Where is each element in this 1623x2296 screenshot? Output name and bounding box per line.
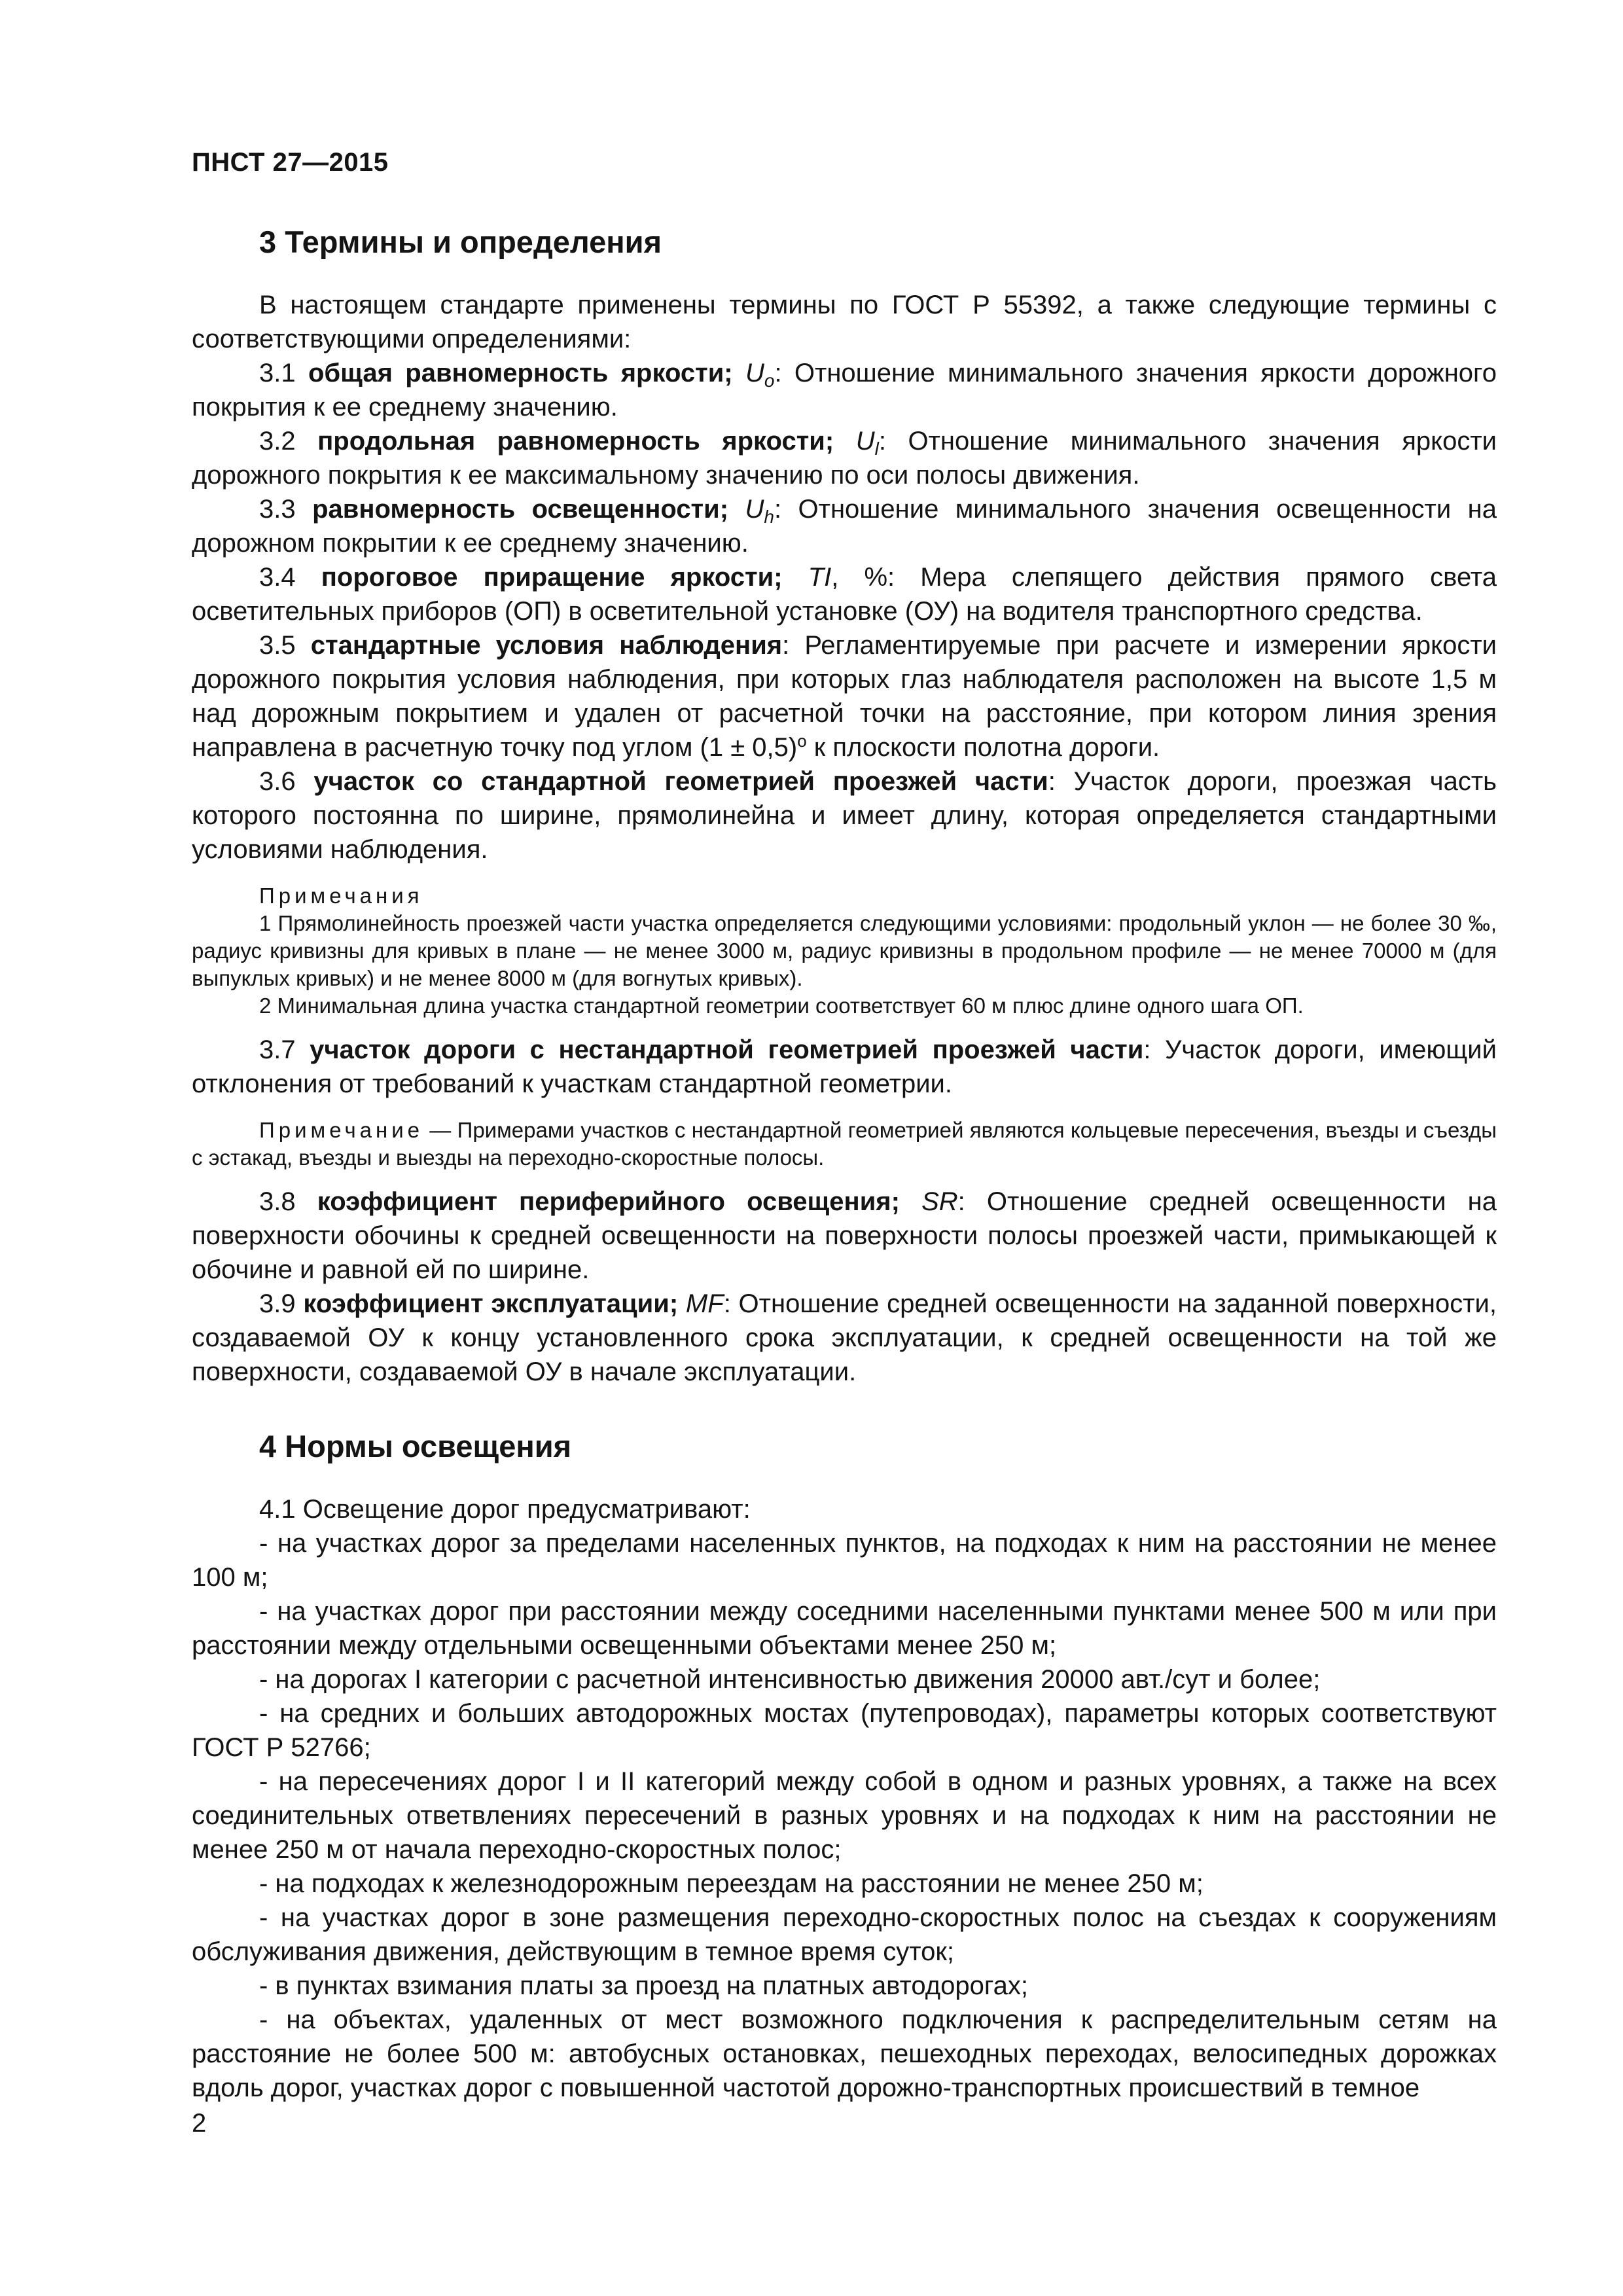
definition-term: общая равномерность яркости; (308, 359, 733, 387)
section-3-intro: В настоящем стандарте применены термины по ГОСТ Р 55392, а также следующие термины с соответствующими определениями: (192, 291, 1497, 353)
definition-term: коэффициент периферийного освещения; (317, 1187, 900, 1216)
definition-number: 3.2 (259, 427, 318, 456)
definition-symbol-subscript: l (874, 439, 879, 459)
definition-number: 3.4 (259, 563, 321, 592)
definition-3-7 (192, 1033, 1497, 1101)
definition-symbol: MF (685, 1289, 724, 1318)
lighting-requirements-list (192, 1526, 1497, 2105)
definition-3-5 (192, 628, 1497, 764)
definition-term: стандартные условия наблюдения (310, 631, 783, 660)
definition-number: 3.6 (259, 767, 314, 796)
definition-term: пороговое приращение яркости; (321, 563, 783, 592)
note-1: 1 Прямолинейность проезжей части участка определяется следующими условиями: продольный уклон — не более 30 ‰, радиус кривизны для кривых в плане — не менее 3000 м, радиус кривизны в продольном профиле — не менее 70000 м (для выпуклых кривых) и не менее 8000 м (для вогнутых кривых). (192, 911, 1497, 990)
definition-text: : Отношение минимального значения яркости дорожного покрытия к ее максимальному значению по оси полосы движения. (192, 427, 1497, 490)
definition-symbol-subscript: h (764, 507, 774, 527)
definition-symbol-subscript: o (764, 370, 775, 391)
list-item: - на пересечениях дорог I и II категорий между собой в одном и разных уровнях, а также на всех соединительных ответвлениях пересечений в разных уровнях и на подходах к ним на расстоянии не менее 250 м от начала переходно-скоростных полос; (192, 1767, 1497, 1864)
definition-number: 3.1 (259, 359, 308, 387)
definition-text: , %: Мера слепящего действия прямого света осветительных приборов (ОП) в осветительной установке (ОУ) на водителя транспортного средства. (192, 563, 1497, 626)
definition-text: : Отношение минимального значения яркости дорожного покрытия к ее среднему значению. (192, 359, 1497, 422)
document-header: ПНСТ 27—2015 (192, 148, 389, 177)
list-item: - на средних и больших автодорожных мостах (путепроводах), параметры которых соответствуют ГОСТ Р 52766; (192, 1699, 1497, 1762)
list-item: - на участках дорог за пределами населенных пунктов, на подходах к ним на расстоянии не менее 100 м; (192, 1529, 1497, 1592)
definition-number: 3.8 (259, 1187, 317, 1216)
definition-number: 3.5 (259, 631, 311, 660)
definition-text: : Регламентируемые при расчете и измерении яркости дорожного покрытия условия наблюдения, при которых глаз наблюдателя расположен на высоте 1,5 м над дорожным покрытием и удален от расчетной точки на расстояние, при котором линия зрения направлена в расчетную точку под углом (1 ± 0,5) (192, 631, 1497, 762)
definition-term: равномерность освещенности; (312, 495, 729, 524)
definition-symbol: U (745, 359, 764, 387)
definition-text: : Отношение минимального значения освещенности на дорожном покрытии к ее среднему значению. (192, 495, 1497, 558)
list-item: - на дорогах I категории с расчетной интенсивностью движения 20000 авт./сут и более; (259, 1665, 1321, 1694)
definition-term: продольная равномерность яркости; (317, 427, 834, 456)
notes-3-6 (192, 882, 1497, 1020)
definition-symbol: U (745, 495, 764, 524)
note-3-7 (192, 1117, 1497, 1172)
list-item: - на подходах к железнодорожным переездам на расстоянии не менее 250 м; (259, 1869, 1204, 1898)
definition-text-end: к плоскости полотна дороги. (806, 733, 1160, 762)
definition-term: участок со стандартной геометрией проезжей части (313, 767, 1048, 796)
list-item: - на участках дорог при расстоянии между соседними населенными пунктами менее 500 м или при расстоянии между отдельными освещенными объектами менее 250 м; (192, 1597, 1497, 1660)
notes-label: Примечания (259, 884, 423, 908)
definition-text: : Отношение средней освещенности на поверхности обочины к средней освещенности на поверхности полосы проезжей части, примыкающей к обочине и равной ей по ширине. (192, 1187, 1497, 1284)
definition-text: : Участок дороги, имеющий отклонения от требований к участкам стандартной геометрии. (192, 1035, 1497, 1098)
note-text (192, 1117, 1497, 1172)
note-label: Примечание (259, 1118, 424, 1142)
definition-3-2 (192, 424, 1497, 492)
definition-3-9 (192, 1287, 1497, 1389)
definition-3-3 (192, 492, 1497, 560)
definition-text: : Отношение средней освещенности на заданной поверхности, создаваемой ОУ к концу установленного срока эксплуатации, к средней освещенности на той же поверхности, создаваемой ОУ в начале эксплуатации. (192, 1289, 1497, 1386)
section-4-title: 4 Нормы освещения (259, 1429, 572, 1463)
document-body (192, 223, 1497, 2105)
definition-3-8 (192, 1185, 1497, 1287)
definition-number: 3.3 (259, 495, 313, 524)
definition-term: коэффициент эксплуатации; (303, 1289, 679, 1318)
definition-number: 3.9 (259, 1289, 304, 1318)
definition-term: участок дороги с нестандартной геометрией проезжей части (310, 1035, 1144, 1064)
list-item: - на объектах, удаленных от мест возможного подключения к распределительным сетям на расстояние не более 500 м: автобусных остановках, пешеходных переходах, велосипедных дорожках вдоль дорог, участках дорог с повышенной частотой дорожно-транспортных происшествий в темное (192, 2005, 1497, 2102)
definition-symbol: SR (921, 1187, 958, 1216)
list-item: - на участках дорог в зоне размещения переходно-скоростных полос на съездах к сооружениям обслуживания движения, действующим в темное время суток; (192, 1903, 1497, 1966)
definition-3-6 (192, 764, 1497, 867)
definition-symbol: TI (808, 563, 832, 592)
definition-text: : Участок дороги, проезжая часть которого постоянна по ширине, прямолинейна и имеет длину, которая определяется стандартными условиями наблюдения. (192, 767, 1497, 864)
list-item: - в пунктах взимания платы за проезд на платных автодорогах; (259, 1971, 1028, 2000)
definition-number: 3.7 (259, 1035, 310, 1064)
note-2: 2 Минимальная длина участка стандартной геометрии соответствует 60 м плюс длине одного шага ОП. (259, 994, 1304, 1018)
page-number: 2 (192, 2109, 207, 2138)
section-4-intro: 4.1 Освещение дорог предусматривают: (259, 1495, 751, 1524)
definition-3-1 (192, 356, 1497, 424)
note-body: — Примерами участков с нестандартной геометрией являются кольцевые пересечения, въезды и съезды с эстакад, въезды и выезды на переходно-скоростные полосы. (192, 1118, 1497, 1170)
degree-superscript: о (797, 731, 807, 751)
definition-3-4 (192, 560, 1497, 628)
section-3-title: 3 Термины и определения (259, 224, 662, 259)
definition-symbol: U (855, 427, 875, 456)
